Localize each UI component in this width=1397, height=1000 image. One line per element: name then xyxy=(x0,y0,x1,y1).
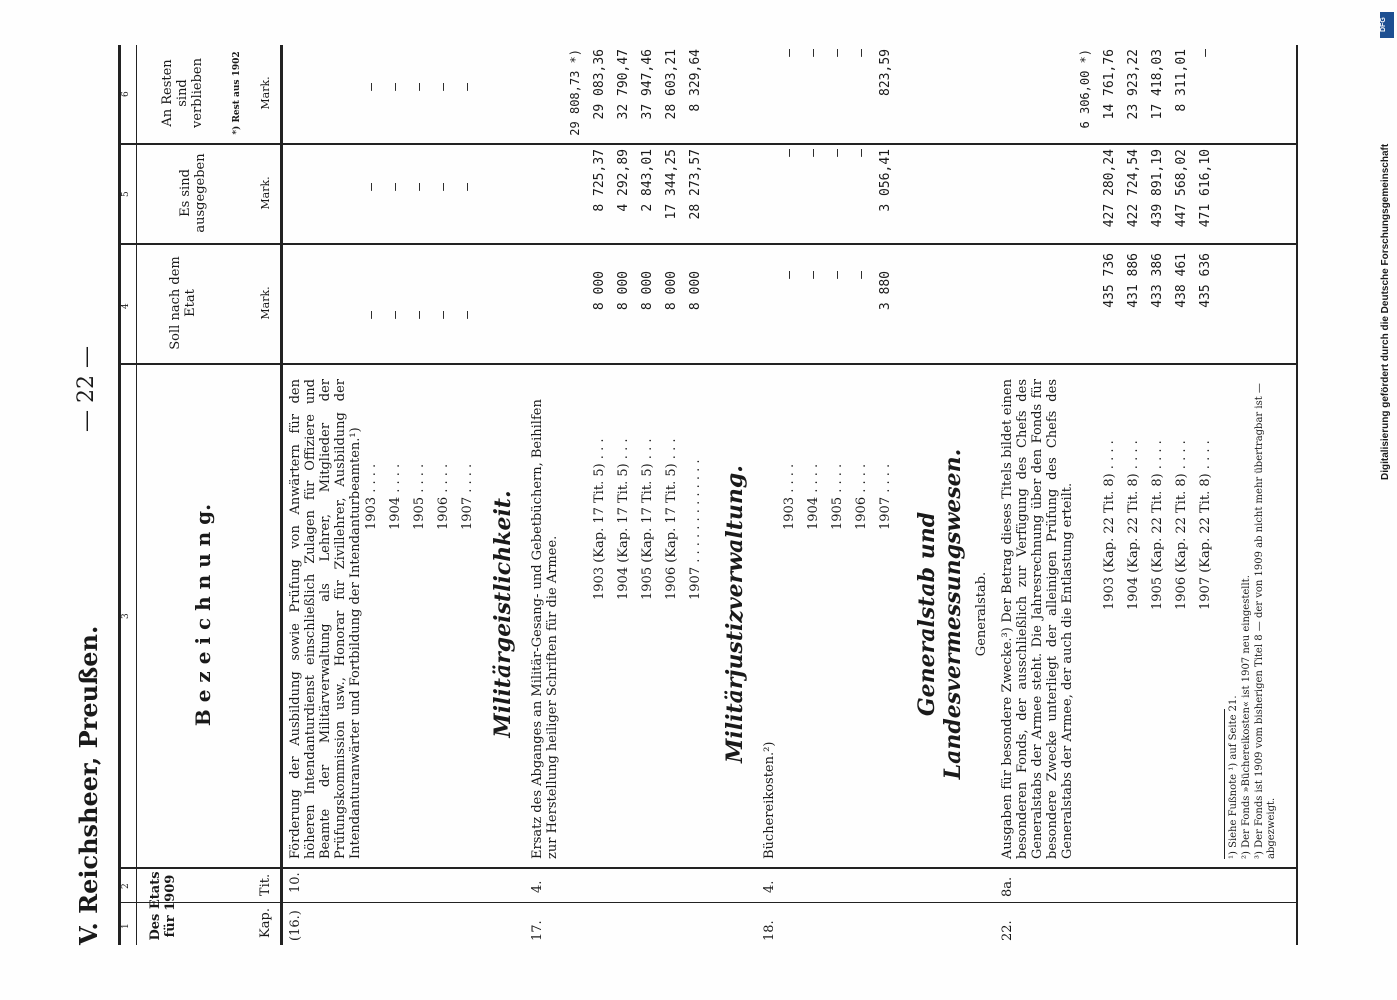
rest-value: 823,59 xyxy=(878,49,893,96)
colnum-5: 5 xyxy=(121,191,131,197)
soll-value: — xyxy=(782,271,797,279)
header-resten: An Resten sind verblieben xyxy=(160,58,205,128)
soll-value: 3 880 xyxy=(878,271,893,311)
year-row: 1905 . . . . xyxy=(830,463,845,530)
soll-value: — xyxy=(364,311,379,319)
soll-value: 435 636 xyxy=(1198,253,1213,308)
header-kap: Kap. xyxy=(258,908,273,938)
table-top-rule xyxy=(118,45,121,945)
year-row: 1906 . . . . xyxy=(436,463,451,530)
rest-value: 29 808,73 *) xyxy=(568,49,582,136)
year-row: 1905 . . . . xyxy=(412,463,427,530)
header-soll: Soll nach dem Etat xyxy=(168,256,198,350)
soll-value: 431 886 xyxy=(1126,253,1141,308)
soll-value: — xyxy=(460,311,475,319)
ausgegeben-value: — xyxy=(830,149,845,157)
ausgegeben-value: 439 891,19 xyxy=(1150,149,1165,228)
tit-cell: 4. xyxy=(762,880,777,893)
year-row: 1905 (Kap. 17 Tit. 5) . . . xyxy=(640,438,655,600)
year-row: 1903 (Kap. 17 Tit. 5) . . . xyxy=(592,438,607,600)
header-bezeichnung: B e z e i c h n u n g. xyxy=(191,503,215,727)
rest-value: 8 311,01 xyxy=(1174,49,1189,112)
year-row: 1906 (Kap. 22 Tit. 8) . . . . xyxy=(1174,440,1189,610)
section-heading: Generalstab und Landesvermessungswesen. xyxy=(914,448,966,780)
block-description: Ausgaben für besondere Zwecke.³) Der Betrag dieses Titels bildet einen besonderen Fonds, der ausschließlich zur Verfügung des Chefs des Generalstabs der Armee steht. Die Jahresrechnung über den Fonds für besondere Zwecke unterliegt der alleinigen Prüfung des Chefs des Generalstabs der Armee, der auch die Entlastung erteilt. xyxy=(1000,379,1075,859)
ausgegeben-value: — xyxy=(412,183,427,191)
header-rule xyxy=(280,45,283,945)
year-row: 1906 . . . . xyxy=(854,463,869,530)
kap-cell: 22. xyxy=(1000,920,1015,941)
rest-value: — xyxy=(364,83,379,91)
ausgegeben-value: — xyxy=(782,149,797,157)
block-description: Förderung der Ausbildung sowie Prüfung von Anwärtern für den höheren Intendanturdienst einschließlich Zulagen für Offiziere und Beamte der Militärverwaltung als Lehrer, Mitglieder der Prüfungskommission usw., Honorar für Zivillehrer, Ausbildung der Intendanturanwärter und Fortbildung der Intendanturbeamten.¹) xyxy=(288,379,363,859)
colnum-1: 1 xyxy=(121,923,131,929)
footnote: ³) Der Fonds ist 1909 vom bisherigen Titel 8 — der von 1909 ab nicht mehr übertragbar ist — abgezweigt. xyxy=(1254,383,1277,859)
soll-value: — xyxy=(854,271,869,279)
sub-heading: Generalstab. xyxy=(974,571,989,657)
dfg-logo: DFG xyxy=(1380,12,1394,38)
rest-value: 29 083,36 xyxy=(592,49,607,120)
header-ausgegeben-unit: Mark. xyxy=(259,176,272,210)
rest-value: — xyxy=(436,83,451,91)
soll-value: — xyxy=(412,311,427,319)
year-row: 1904 . . . . xyxy=(806,463,821,530)
header-tit: Tit. xyxy=(258,873,273,897)
kap-cell: 18. xyxy=(762,920,777,941)
colnum-6: 6 xyxy=(121,91,131,97)
kap-cell: (16.) xyxy=(288,910,303,941)
col-divider-4 xyxy=(118,243,1298,245)
rest-value: — xyxy=(1198,49,1213,57)
col-divider-2 xyxy=(118,867,1298,869)
digitization-credit: Digitalisierung gefördert durch die Deutsche Forschungsgemeinschaft xyxy=(1380,143,1391,480)
header-ausgegeben: Es sind ausgegeben xyxy=(178,153,208,233)
ausgegeben-value: 8 725,37 xyxy=(592,149,607,212)
section-heading: Militärjustizverwaltung. xyxy=(722,465,748,763)
ausgegeben-value: 447 568,02 xyxy=(1174,149,1189,228)
header-resten-note: *) Rest aus 1902 xyxy=(232,51,242,135)
ausgegeben-value: 4 292,89 xyxy=(616,149,631,212)
ausgegeben-value: 3 056,41 xyxy=(878,149,893,212)
year-row: 1906 (Kap. 17 Tit. 5) . . . xyxy=(664,438,679,600)
year-row: 1905 (Kap. 22 Tit. 8) . . . . xyxy=(1150,440,1165,610)
table-bottom-rule xyxy=(1296,45,1298,945)
ausgegeben-value: 2 843,01 xyxy=(640,149,655,212)
footnote: ²) Der Fonds »Büchereikosten« ist 1907 neu eingestellt. xyxy=(1241,575,1252,859)
tit-cell: 10. xyxy=(288,872,303,893)
year-row: 1904 (Kap. 22 Tit. 8) . . . . xyxy=(1126,440,1141,610)
rest-value: 17 418,03 xyxy=(1150,49,1165,120)
year-row: 1903 (Kap. 22 Tit. 8) . . . . xyxy=(1102,440,1117,610)
rest-value: — xyxy=(830,49,845,57)
colnum-3: 3 xyxy=(121,613,131,619)
col-divider-1 xyxy=(118,902,1298,903)
rest-value: 23 923,22 xyxy=(1126,49,1141,120)
soll-value: 8 000 xyxy=(592,271,607,311)
year-row: 1903 . . . . xyxy=(782,463,797,530)
block-description: Ersatz des Abganges an Militär-Gesang- und Gebetbüchern, Beihilfen zur Herstellung heiliger Schriften für die Armee. xyxy=(530,399,560,859)
ausgegeben-value: 17 344,25 xyxy=(664,149,679,220)
ausgegeben-value: — xyxy=(854,149,869,157)
soll-value: 435 736 xyxy=(1102,253,1117,308)
side-credit xyxy=(1380,10,1394,990)
year-row: 1907 . . . . xyxy=(878,463,893,530)
page-number: — 22 — xyxy=(74,346,99,432)
col-divider-5 xyxy=(118,143,1298,145)
year-row: 1907 (Kap. 22 Tit. 8) . . . . xyxy=(1198,440,1213,610)
ausgegeben-value: — xyxy=(436,183,451,191)
ausgegeben-value: 427 280,24 xyxy=(1102,149,1117,228)
header-resten-unit: Mark. xyxy=(259,76,272,110)
soll-value: — xyxy=(388,311,403,319)
header-soll-unit: Mark. xyxy=(259,286,272,320)
tit-cell: 8a. xyxy=(1000,876,1015,897)
col-divider-3 xyxy=(118,363,1298,365)
soll-value: 8 000 xyxy=(688,271,703,311)
kap-cell: 17. xyxy=(530,920,545,941)
section-heading: Militärgeistlichkeit. xyxy=(490,490,516,738)
header-etats: Des Etats für 1909 xyxy=(148,871,178,941)
ausgegeben-value: — xyxy=(364,183,379,191)
rest-value: 6 306,00 *) xyxy=(1078,49,1092,129)
rest-value: — xyxy=(806,49,821,57)
ausgegeben-value: — xyxy=(806,149,821,157)
rest-value: — xyxy=(388,83,403,91)
footnote: ¹) Siehe Fußnote ¹) auf Seite 21. xyxy=(1228,695,1239,859)
year-row: 1907 . . . . . . . . . . . . . xyxy=(688,459,703,600)
year-row: 1904 . . . . xyxy=(388,463,403,530)
year-row: 1904 (Kap. 17 Tit. 5) . . . xyxy=(616,438,631,600)
year-row: 1903 . . . . xyxy=(364,463,379,530)
soll-value: — xyxy=(830,271,845,279)
rest-value: 8 329,64 xyxy=(688,49,703,112)
rest-value: — xyxy=(412,83,427,91)
rest-value: — xyxy=(782,49,797,57)
year-row: 1907 . . . . xyxy=(460,463,475,530)
rest-value: 32 790,47 xyxy=(616,49,631,120)
colnum-rule xyxy=(136,45,137,945)
ausgegeben-value: 422 724,54 xyxy=(1126,149,1141,228)
rest-value: 28 603,21 xyxy=(664,49,679,120)
rest-value: — xyxy=(460,83,475,91)
ausgegeben-value: — xyxy=(388,183,403,191)
block-description: Büchereikosten.²) xyxy=(762,741,777,859)
data-table xyxy=(118,35,1298,945)
colnum-2: 2 xyxy=(121,883,131,889)
soll-value: 438 461 xyxy=(1174,253,1189,308)
rest-value: — xyxy=(854,49,869,57)
soll-value: — xyxy=(436,311,451,319)
tit-cell: 4. xyxy=(530,880,545,893)
section-title: V. Reichsheer, Preußen. xyxy=(74,625,103,945)
soll-value: 433 386 xyxy=(1150,253,1165,308)
soll-value: 8 000 xyxy=(640,271,655,311)
soll-value: 8 000 xyxy=(616,271,631,311)
ausgegeben-value: — xyxy=(460,183,475,191)
footnote-rule xyxy=(1224,709,1225,859)
soll-value: — xyxy=(806,271,821,279)
colnum-4: 4 xyxy=(121,303,131,309)
rest-value: 14 761,76 xyxy=(1102,49,1117,120)
rest-value: 37 947,46 xyxy=(640,49,655,120)
soll-value: 8 000 xyxy=(664,271,679,311)
ausgegeben-value: 471 616,10 xyxy=(1198,149,1213,228)
ausgegeben-value: 28 273,57 xyxy=(688,149,703,220)
